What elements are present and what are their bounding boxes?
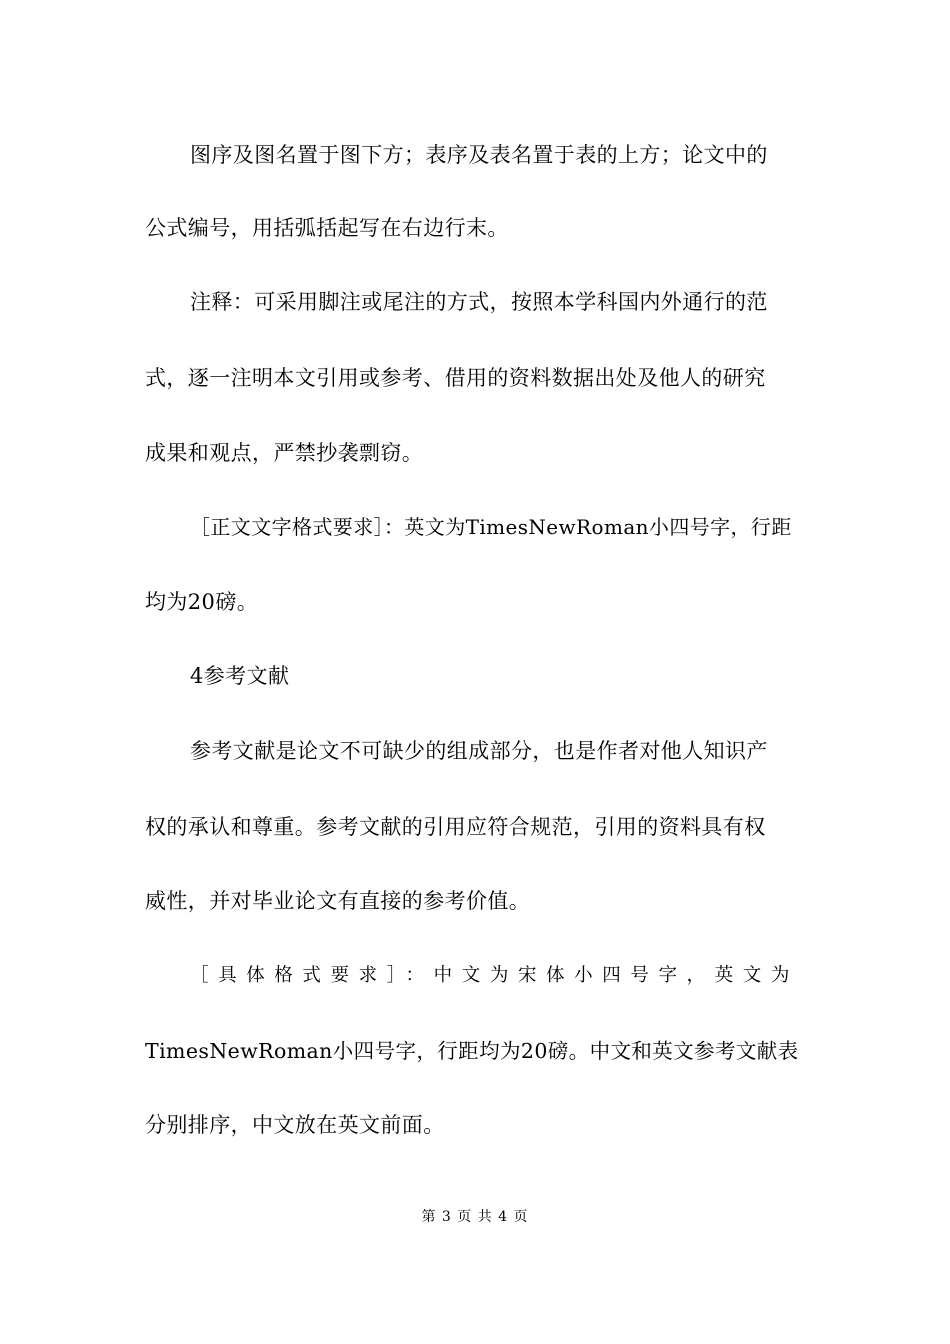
body-line-3: 注释：可采用脚注或尾注的方式，按照本学科国内外通行的范 bbox=[190, 290, 768, 314]
body-line-1: 图序及图名置于图下方；表序及表名置于表的上方；论文中的 bbox=[190, 143, 768, 167]
body-line-13: TimesNewRoman小四号字，行距均为20磅。中文和英文参考文献表 bbox=[145, 1039, 799, 1063]
body-line-14: 分别排序，中文放在英文前面。 bbox=[145, 1113, 445, 1137]
body-line-11: 威性，并对毕业论文有直接的参考价值。 bbox=[145, 889, 531, 913]
body-line-2: 公式编号，用括弧括起写在右边行末。 bbox=[145, 216, 509, 240]
body-line-9: 参考文献是论文不可缺少的组成部分，也是作者对他人知识产 bbox=[190, 739, 768, 763]
section-heading: 4参考文献 bbox=[190, 664, 290, 688]
body-line-12: ［具体格式要求］：中文为宋体小四号字，英文为 bbox=[190, 965, 799, 986]
body-line-4: 式，逐一注明本文引用或参考、借用的资料数据出处及他人的研究 bbox=[145, 366, 766, 390]
page-number-footer: 第 3 页 共 4 页 bbox=[421, 1209, 529, 1225]
body-line-10: 权的承认和尊重。参考文献的引用应符合规范，引用的资料具有权 bbox=[145, 815, 766, 839]
body-line-6: ［正文文字格式要求］：英文为TimesNewRoman小四号字，行距 bbox=[190, 515, 792, 539]
body-line-7: 均为20磅。 bbox=[145, 590, 259, 614]
body-line-5: 成果和观点，严禁抄袭剽窃。 bbox=[145, 441, 424, 465]
